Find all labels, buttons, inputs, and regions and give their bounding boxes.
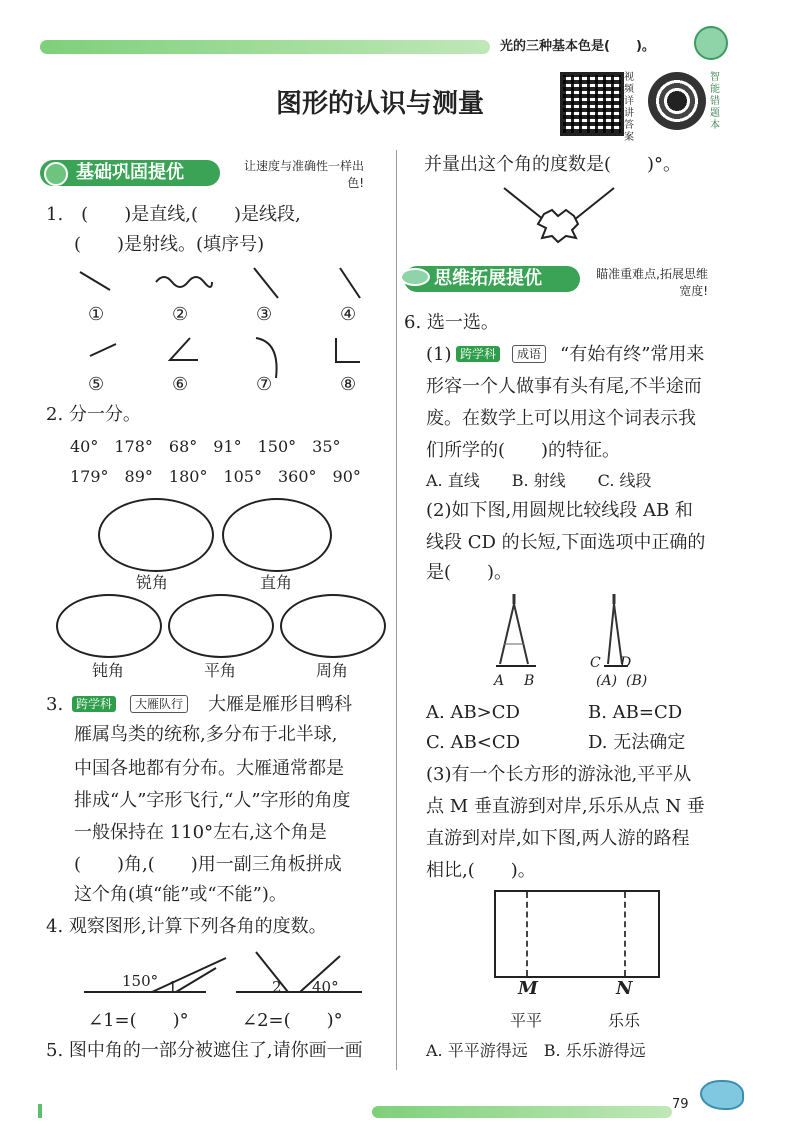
q6-p1-options: A. 直线 B. 射线 C. 线段 — [426, 471, 652, 490]
q6-p2-line-2: 是( )。 — [426, 562, 513, 583]
bottom-left-mark — [38, 1104, 42, 1118]
q6-p1-line-3: 们所学的( )的特征。 — [426, 440, 621, 461]
q6-title: 6. 选一选。 — [404, 312, 499, 333]
right-ellipse[interactable] — [222, 498, 332, 572]
q3-line-3: 排成“人”字形飞行,“人”字形的角度 — [74, 790, 351, 811]
label-straight: 平角 — [204, 661, 237, 680]
acute-ellipse[interactable] — [98, 498, 214, 572]
top-green-bar — [40, 40, 490, 54]
q6-p3-line-3: 相比,( )。 — [426, 860, 536, 881]
q1-label-7: ⑦ — [256, 374, 273, 395]
q3-line-2: 中国各地都有分布。大雁通常都是 — [74, 758, 344, 779]
q1-line2: ( )是射线。(填序号) — [74, 234, 265, 255]
q1-label-1: ① — [88, 304, 105, 325]
q6-p2-label-d: D — [620, 655, 632, 671]
q5-line2: 并量出这个角的度数是( )°。 — [424, 154, 682, 175]
q6-p3-line-0: (3)有一个长方形的游泳池,平平从 — [426, 764, 692, 785]
q1-label-6: ⑥ — [172, 374, 189, 395]
q6-p3-n: N — [616, 978, 633, 999]
q6-p3-name2: 乐乐 — [608, 1011, 641, 1030]
fig-line-3 — [254, 268, 278, 298]
q6-p2-opt-b: B. AB=CD — [588, 702, 683, 723]
q3-line-6: 这个角(填“能”或“不能”)。 — [74, 884, 287, 905]
q6-p2-line-0: (2)如下图,用圆规比较线段 AB 和 — [426, 500, 693, 521]
q6-p3-options: A. 平平游得远 B. 乐乐游得远 — [426, 1041, 646, 1060]
q3-line-5: ( )角,( )用一副三角板拼成 — [74, 854, 342, 875]
fig-angle-8 — [336, 338, 360, 362]
fig-arc-7 — [256, 338, 277, 378]
q3-line-0: 大雁是雁形目鸭科 — [208, 694, 352, 715]
q6-p3-line-1: 点 M 垂直游到对岸,乐乐从点 N 垂 — [426, 796, 705, 817]
column-divider — [396, 150, 397, 1070]
q1-label-5: ⑤ — [88, 374, 105, 395]
mascot-icon — [694, 26, 728, 60]
q6-p2-opt-c: C. AB<CD — [426, 732, 521, 753]
page-number: 79 — [672, 1097, 689, 1112]
q2-row1: 40° 178° 68° 91° 150° 35° — [70, 437, 341, 456]
fig-ray-4 — [340, 268, 360, 298]
q6-p1-tag-cross-subject: 跨学科 — [456, 346, 500, 362]
q4-title: 4. 观察图形,计算下列各角的度数。 — [46, 916, 327, 937]
fig-segment-1 — [80, 272, 110, 290]
pool-rectangle — [494, 890, 660, 978]
q5-hidden-angle-figure — [500, 184, 620, 248]
label-acute: 锐角 — [136, 573, 169, 592]
q6-p1-line-2: 废。在数学上可以用这个词表示我 — [426, 408, 696, 429]
top-question: 光的三种基本色是( )。 — [500, 39, 655, 54]
q5-line1: 5. 图中角的一部分被遮住了,请你画一画 — [46, 1040, 363, 1061]
ufo-icon — [400, 268, 430, 286]
page-title: 图形的认识与测量 — [276, 89, 485, 119]
section1-title: 基础巩固提优 — [76, 162, 184, 183]
label-full: 周角 — [316, 661, 349, 680]
q3-tag-cross-subject: 跨学科 — [72, 696, 116, 712]
q3-num: 3. — [46, 694, 64, 715]
q1-label-2: ② — [172, 304, 189, 325]
bottom-green-bar — [372, 1106, 672, 1118]
qr2-label: 智能错题本 — [710, 72, 720, 131]
q6-p2-label-a: A — [494, 673, 505, 689]
q2-title: 2. 分一分。 — [46, 404, 141, 425]
q6-p3-name1: 平平 — [510, 1011, 543, 1030]
q4-fig2-label: 2 — [272, 978, 282, 996]
q6-p2-opt-a: A. AB>CD — [426, 702, 520, 723]
planet-icon — [44, 162, 68, 186]
full-ellipse[interactable] — [280, 594, 386, 658]
path-n-dashed — [624, 892, 626, 976]
q1-label-8: ⑧ — [340, 374, 357, 395]
q6-p2-line-1: 线段 CD 的长短,下面选项中正确的 — [426, 532, 706, 553]
q6-p3-line-2: 直游到对岸,如下图,两人游的路程 — [426, 828, 690, 849]
q3-line-4: 一般保持在 110°左右,这个角是 — [74, 822, 327, 843]
label-obtuse: 钝角 — [92, 661, 125, 680]
q1-line1: 1. ( )是直线,( )是线段, — [46, 204, 301, 225]
q3-line-1: 雁属鸟类的统称,多分布于北半球, — [74, 724, 338, 745]
qr-code-round-icon[interactable] — [648, 72, 706, 130]
q1-figures — [60, 262, 380, 402]
label-right: 直角 — [260, 573, 293, 592]
q4-fig2-angle: 40° — [312, 978, 339, 996]
q6-p2-label-b: B — [524, 673, 535, 689]
q1-label-4: ④ — [340, 304, 357, 325]
q6-p1-line-1: 形容一个人做事有头有尾,不半途而 — [426, 376, 702, 397]
fig-wave-2 — [156, 277, 212, 287]
section1-slogan: 让速度与准确性一样出色! — [243, 159, 364, 190]
q4-ans1: ∠1=( )° — [88, 1010, 189, 1031]
q6-p2-cap-b: (B) — [626, 673, 648, 689]
q6-p2-label-c: C — [590, 655, 601, 671]
q3-tag-topic: 大雁队行 — [130, 695, 188, 713]
path-m-dashed — [526, 892, 528, 976]
section2-slogan: 瞄准重难点,拓展思维宽度! — [596, 267, 708, 298]
obtuse-ellipse[interactable] — [56, 594, 162, 658]
dolphin-icon — [700, 1080, 744, 1110]
q2-row2: 179° 89° 180° 105° 360° 90° — [70, 467, 361, 486]
q4-fig1-angle: 150° — [122, 972, 159, 990]
qr-label: 视频详讲答案 — [624, 72, 634, 143]
q6-p1-tag-idiom: 成语 — [512, 345, 546, 363]
section2-title: 思维拓展提优 — [434, 268, 542, 289]
q1-label-3: ③ — [256, 304, 273, 325]
q6-p2-cap-a: (A) — [596, 673, 618, 689]
q4-ans2: ∠2=( )° — [242, 1010, 343, 1031]
q6-p3-m: M — [518, 978, 538, 999]
q6-p1-line-0: “有始有终”常用来 — [560, 344, 705, 365]
fig-segment-5 — [90, 344, 116, 356]
qr-code-icon[interactable] — [560, 72, 624, 136]
straight-ellipse[interactable] — [168, 594, 274, 658]
fig-angle-6 — [170, 338, 198, 360]
q4-fig1-label: 1 — [168, 978, 178, 996]
q6-p1-num: (1) — [426, 344, 452, 365]
q6-p2-opt-d: D. 无法确定 — [588, 732, 686, 753]
